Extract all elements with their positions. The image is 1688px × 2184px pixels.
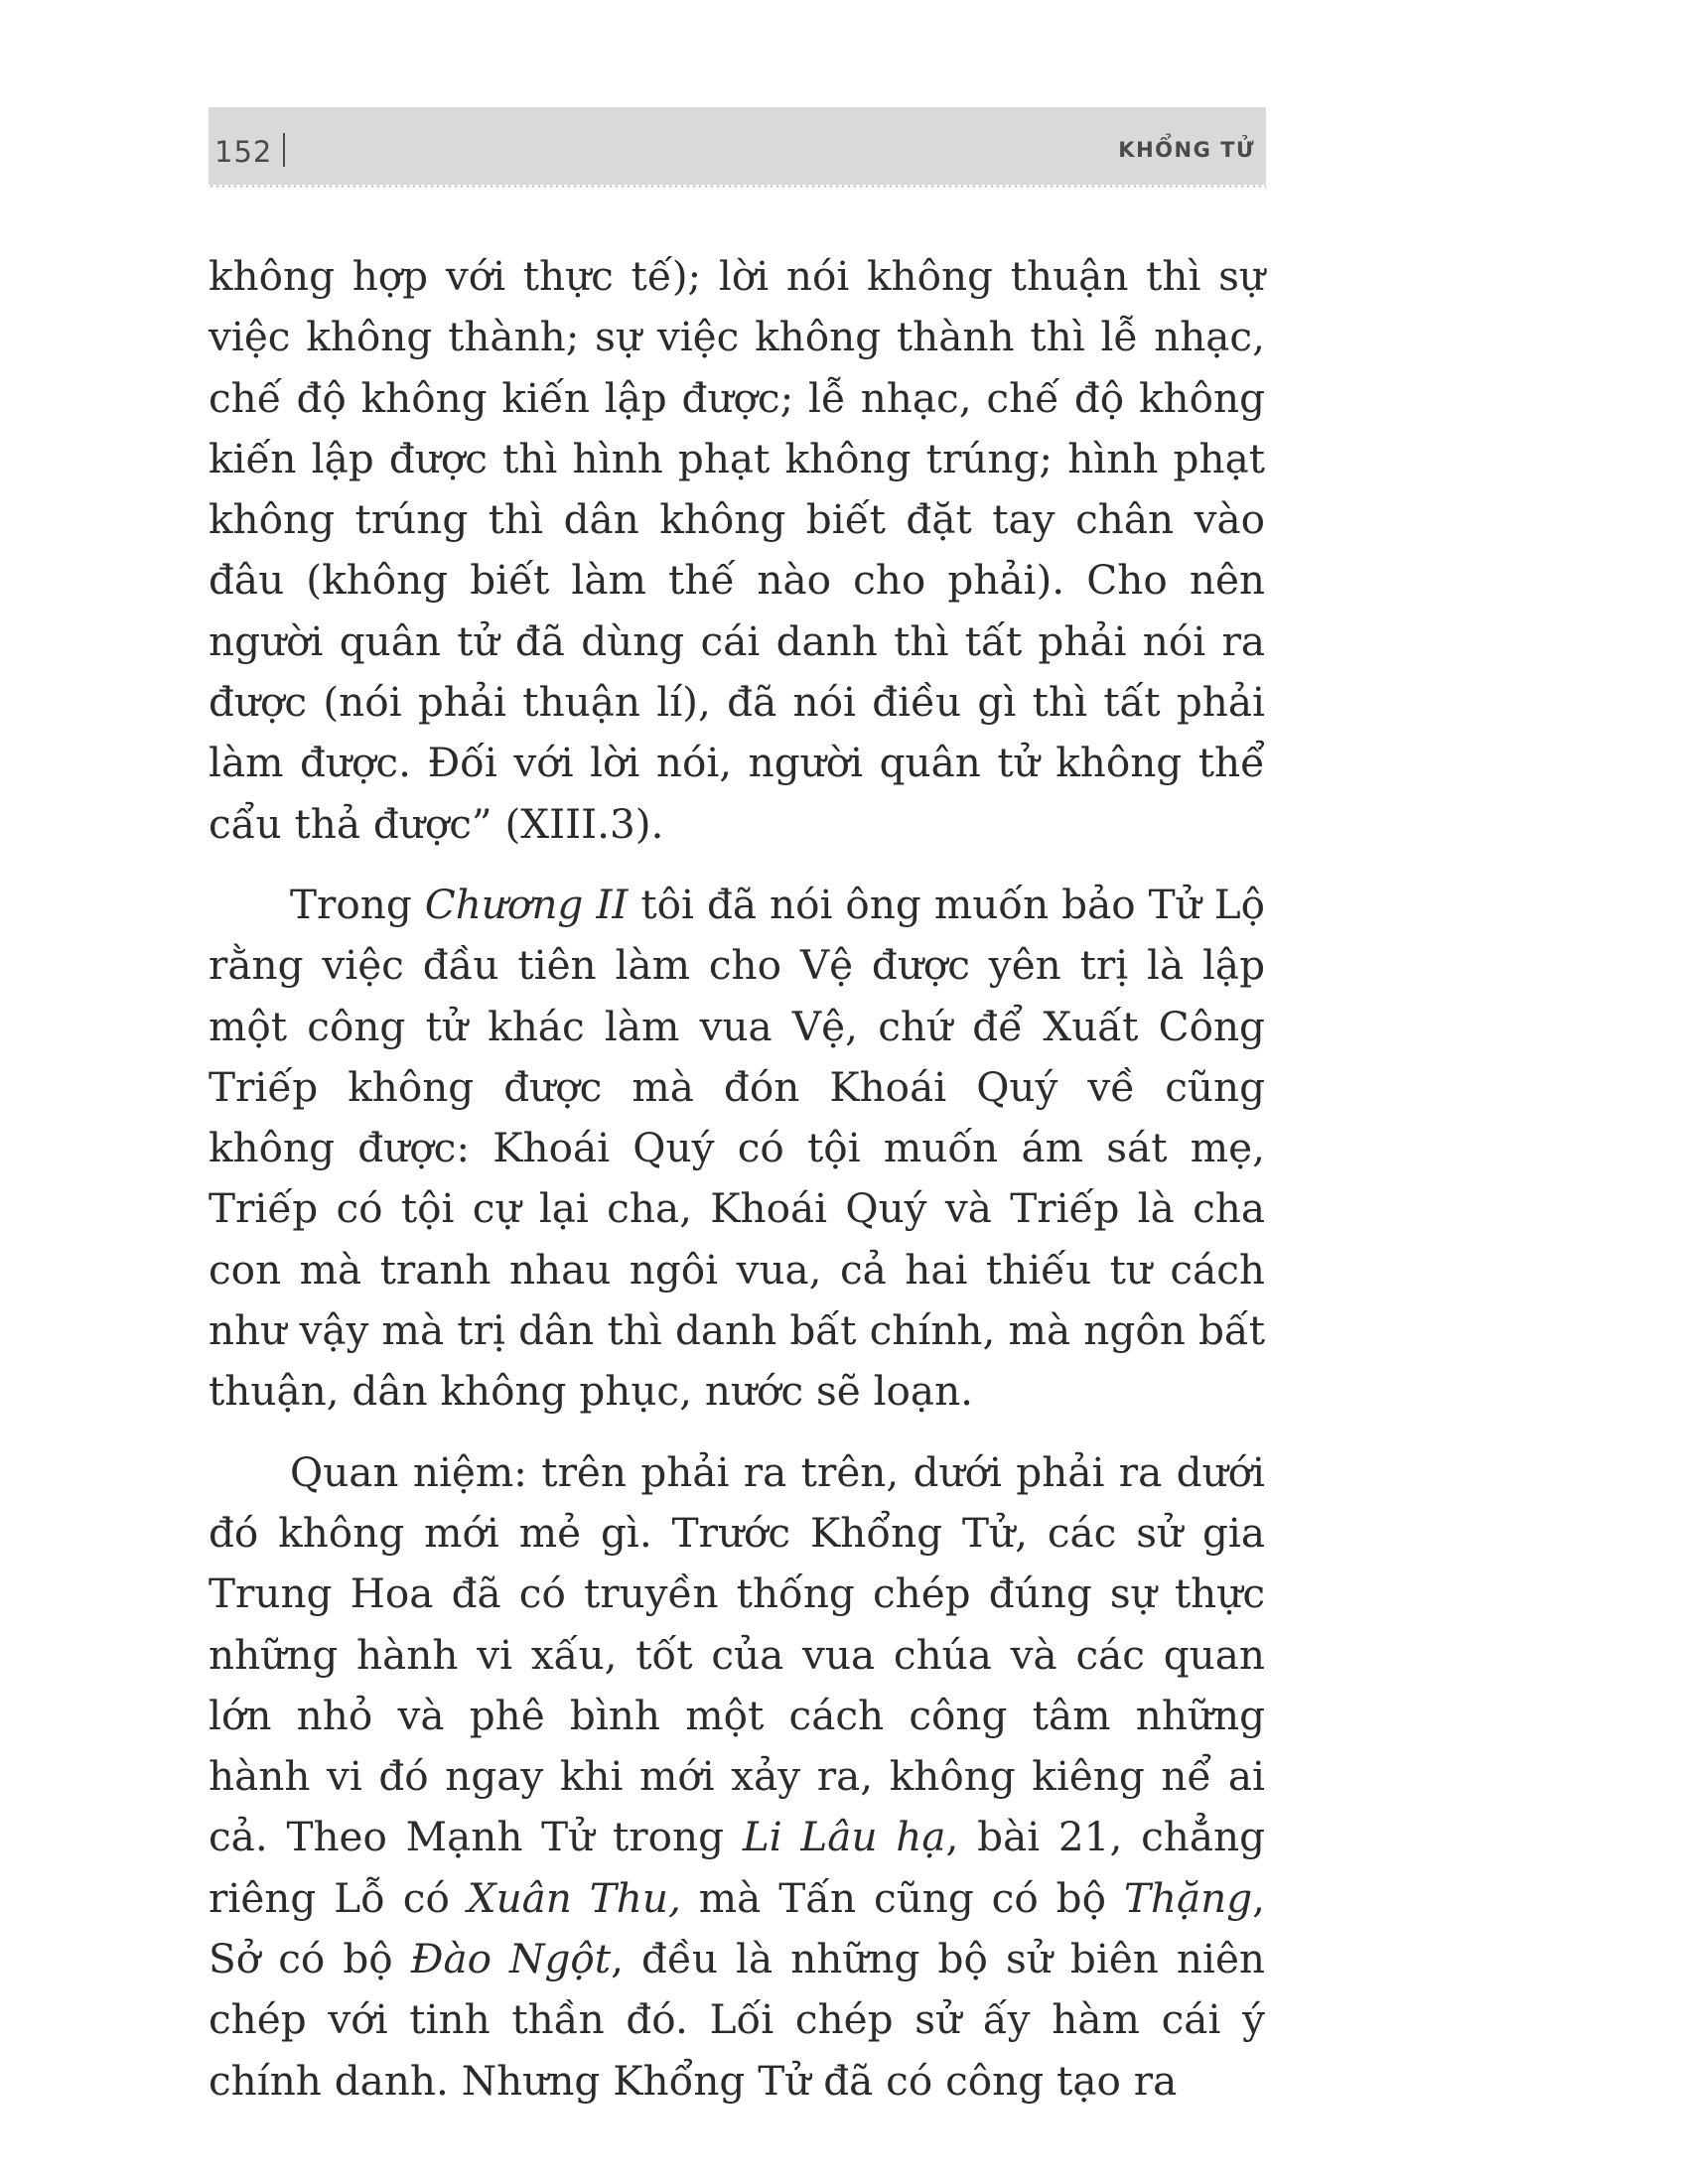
paragraph-2-text-a: Trong (290, 880, 425, 928)
book-title-thang: Thặng (1123, 1873, 1253, 1922)
paragraph-2-text-c: tôi đã nói ông muốn bảo Tử Lộ rằng việc đầu tiên làm cho Vệ được yên trị là lập một công tử khác làm vua Vệ, chứ để Xuất Công Triếp không được mà đón Khoái Quý về cũng không được: Khoái Quý có tội muốn ám sát mẹ, Triếp có tội cự lại cha, Khoái Quý và Triếp là cha con mà tranh nhau ngôi vua, cả hai thiếu tư cách như vậy mà trị dân thì danh bất chính, mà ngôn bất thuận, dân không phục, nước sẽ loạn. (209, 880, 1266, 1416)
running-title: KHỔNG TỬ (1118, 138, 1255, 162)
book-title-dao-ngot: Đào Ngột (410, 1935, 612, 1983)
paragraph-3-text-i: , đều là những bộ sử biên niên chép với tinh thần đó. Lối chép sử ấy hàm cái ý chính danh. Nhưng Khổng Tử đã có công tạo ra (209, 1935, 1265, 2105)
book-title-li-lau-ha: Li Lâu hạ (742, 1813, 946, 1861)
book-title-xuan-thu: Xuân Thu, (467, 1873, 681, 1922)
chapter-reference: Chương II (424, 880, 629, 928)
paragraph-3-text-g: , Sở có bộ (209, 1873, 1266, 1983)
paragraph-3-text-e: mà Tấn cũng có bộ (680, 1873, 1124, 1922)
paragraph-1: không hợp với thực tế); lời nói không thuận thì sự việc không thành; sự việc không thành thì lễ nhạc, chế độ không kiến lập được; lễ nhạc, chế độ không kiến lập được thì hình phạt không trúng; hình phạt không trúng thì dân không biết đặt tay chân vào đâu (không biết làm thế nào cho phải). Cho nên người quân tử đã dùng cái danh thì tất phải nói ra được (nói phải thuận lí), đã nói điều gì thì tất phải làm được. Đối với lời nói, người quân tử không thể cẩu thả được” (XIII.3). (209, 252, 1265, 848)
running-header-band (209, 107, 1266, 185)
page-number: 152 (214, 135, 273, 169)
paragraph-3-text-c: , bài 21, chẳng riêng Lỗ có (209, 1813, 1265, 1922)
paragraph-3 (209, 1442, 1265, 2112)
paragraph-2 (209, 875, 1265, 1423)
paragraph-3-text-a: Quan niệm: trên phải ra trên, dưới phải ra dưới đó không mới mẻ gì. Trước Khổng Tử, các sử gia Trung Hoa đã có truyền thống chép đúng sự thực những hành vi xấu, tốt của vua chúa và các quan lớn nhỏ và phê bình một cách công tâm những hành vi đó ngay khi mới xảy ra, không kiêng nể ai cả. Theo Mạnh Tử trong (209, 1447, 1265, 1861)
body-text (209, 246, 1265, 2112)
header-divider (283, 133, 285, 167)
